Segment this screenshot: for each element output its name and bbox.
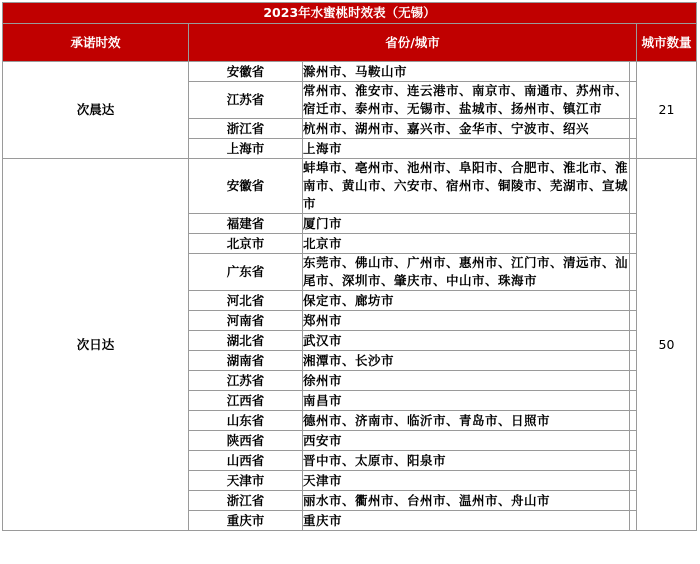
city-count-cell: 21 xyxy=(637,62,697,159)
spacer-cell xyxy=(630,351,637,371)
header-row xyxy=(3,24,697,62)
spacer-cell xyxy=(630,451,637,471)
province-cell: 河南省 xyxy=(189,311,303,331)
spacer-cell xyxy=(630,411,637,431)
spacer-cell xyxy=(630,62,637,82)
spacer-cell xyxy=(630,119,637,139)
province-cell: 广东省 xyxy=(189,254,303,291)
cities-cell: 重庆市 xyxy=(303,511,630,531)
province-cell: 山东省 xyxy=(189,411,303,431)
spacer-cell xyxy=(630,471,637,491)
spacer-cell xyxy=(630,159,637,214)
spacer-cell xyxy=(630,331,637,351)
province-cell: 北京市 xyxy=(189,234,303,254)
spacer-cell xyxy=(630,139,637,159)
province-cell: 重庆市 xyxy=(189,511,303,531)
spacer-cell xyxy=(630,391,637,411)
province-cell: 安徽省 xyxy=(189,159,303,214)
cities-cell: 郑州市 xyxy=(303,311,630,331)
cities-cell: 常州市、淮安市、连云港市、南京市、南通市、苏州市、宿迁市、泰州市、无锡市、盐城市、扬州市、镇江市 xyxy=(303,82,630,119)
title-row xyxy=(3,3,697,24)
cities-cell: 北京市 xyxy=(303,234,630,254)
cities-cell: 厦门市 xyxy=(303,214,630,234)
city-count-cell: 50 xyxy=(637,159,697,531)
cities-cell: 蚌埠市、亳州市、池州市、阜阳市、合肥市、淮北市、淮南市、黄山市、六安市、宿州市、铜陵市、芜湖市、宣城市 xyxy=(303,159,630,214)
cities-cell: 南昌市 xyxy=(303,391,630,411)
table-title: 2023年水蜜桃时效表（无锡） xyxy=(3,3,697,24)
province-cell: 湖北省 xyxy=(189,331,303,351)
spacer-cell xyxy=(630,291,637,311)
cities-cell: 武汉市 xyxy=(303,331,630,351)
delivery-time-table xyxy=(2,2,697,531)
promise-cell: 次日达 xyxy=(3,159,189,531)
spacer-cell xyxy=(630,431,637,451)
spacer-cell xyxy=(630,234,637,254)
cities-cell: 滁州市、马鞍山市 xyxy=(303,62,630,82)
promise-cell: 次晨达 xyxy=(3,62,189,159)
spacer-cell xyxy=(630,214,637,234)
province-cell: 江西省 xyxy=(189,391,303,411)
province-cell: 福建省 xyxy=(189,214,303,234)
cities-cell: 上海市 xyxy=(303,139,630,159)
province-cell: 陕西省 xyxy=(189,431,303,451)
header-count: 城市数量 xyxy=(637,24,697,62)
province-cell: 上海市 xyxy=(189,139,303,159)
province-cell: 山西省 xyxy=(189,451,303,471)
cities-cell: 丽水市、衢州市、台州市、温州市、舟山市 xyxy=(303,491,630,511)
cities-cell: 晋中市、太原市、阳泉市 xyxy=(303,451,630,471)
header-region: 省份/城市 xyxy=(189,24,637,62)
spacer-cell xyxy=(630,491,637,511)
province-cell: 河北省 xyxy=(189,291,303,311)
spacer-cell xyxy=(630,371,637,391)
cities-cell: 东莞市、佛山市、广州市、惠州市、江门市、清远市、汕尾市、深圳市、肇庆市、中山市、珠海市 xyxy=(303,254,630,291)
table-row xyxy=(3,62,697,82)
cities-cell: 西安市 xyxy=(303,431,630,451)
province-cell: 湖南省 xyxy=(189,351,303,371)
spacer-cell xyxy=(630,511,637,531)
table-row xyxy=(3,159,697,214)
cities-cell: 保定市、廊坊市 xyxy=(303,291,630,311)
spacer-cell xyxy=(630,311,637,331)
province-cell: 江苏省 xyxy=(189,371,303,391)
cities-cell: 湘潭市、长沙市 xyxy=(303,351,630,371)
cities-cell: 杭州市、湖州市、嘉兴市、金华市、宁波市、绍兴 xyxy=(303,119,630,139)
spacer-cell xyxy=(630,82,637,119)
province-cell: 浙江省 xyxy=(189,119,303,139)
cities-cell: 天津市 xyxy=(303,471,630,491)
province-cell: 安徽省 xyxy=(189,62,303,82)
province-cell: 江苏省 xyxy=(189,82,303,119)
cities-cell: 徐州市 xyxy=(303,371,630,391)
spacer-cell xyxy=(630,254,637,291)
cities-cell: 德州市、济南市、临沂市、青岛市、日照市 xyxy=(303,411,630,431)
province-cell: 浙江省 xyxy=(189,491,303,511)
header-promise: 承诺时效 xyxy=(3,24,189,62)
province-cell: 天津市 xyxy=(189,471,303,491)
